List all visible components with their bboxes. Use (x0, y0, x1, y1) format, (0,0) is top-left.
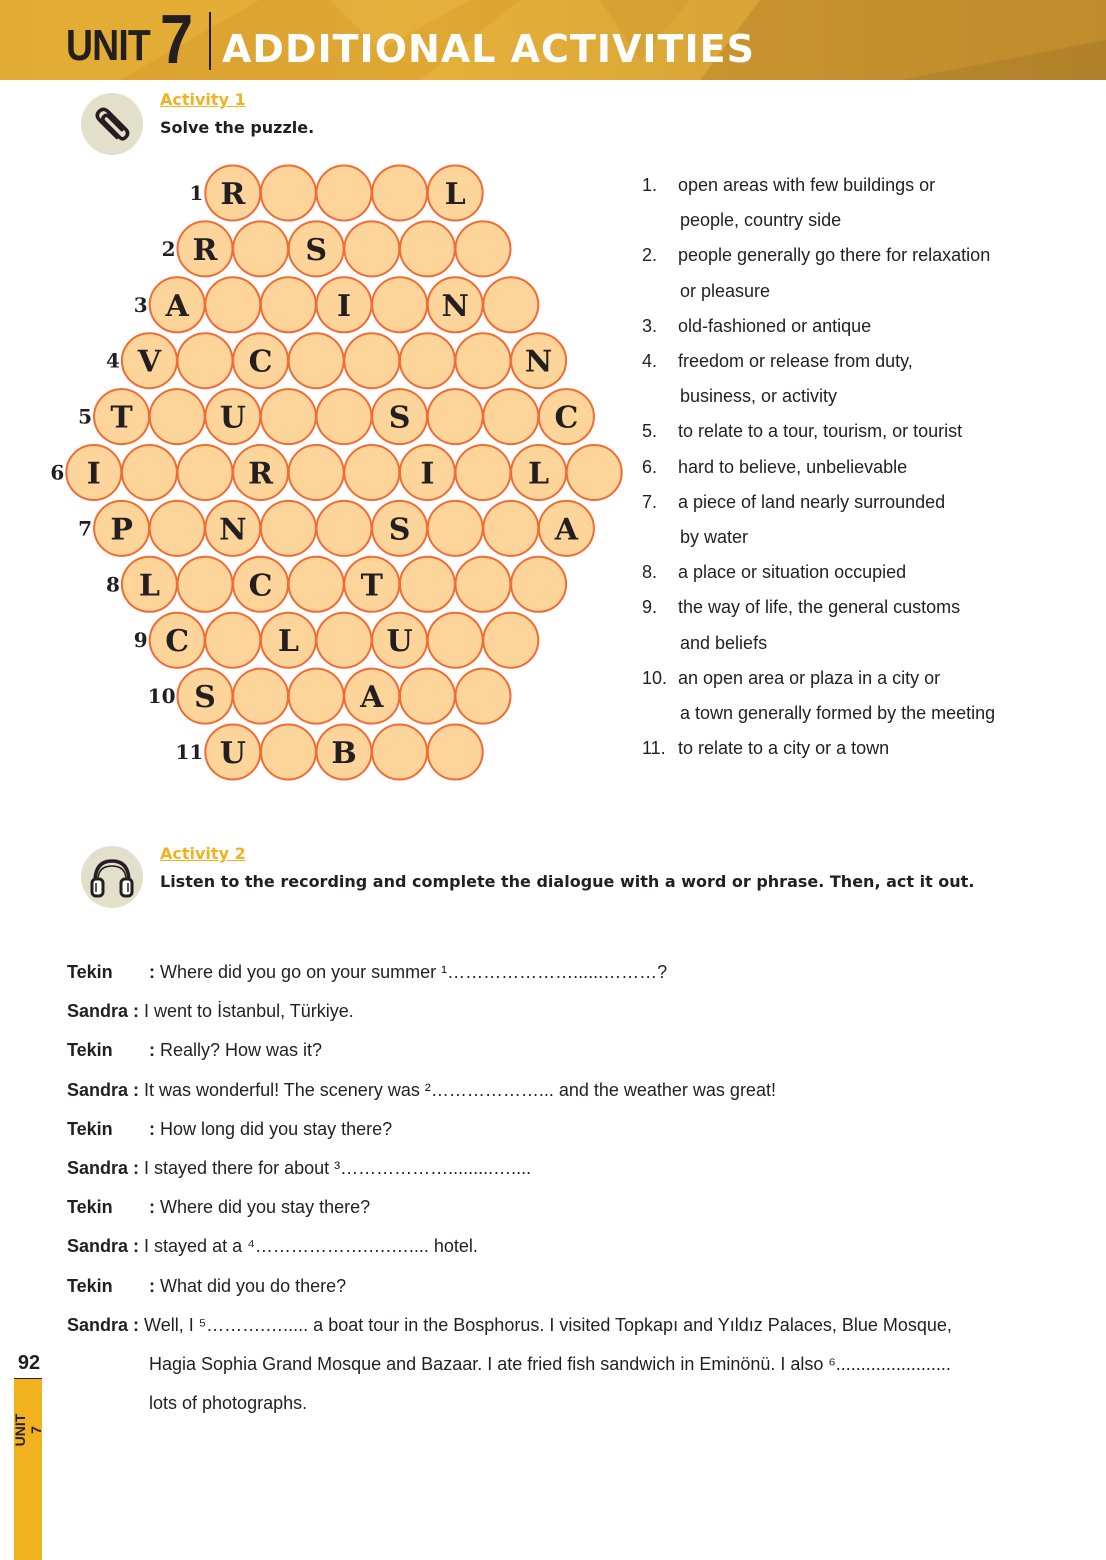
activity-1-label: Activity 1 (160, 90, 246, 109)
puzzle-cell[interactable] (261, 501, 316, 556)
puzzle-given-letter: I (86, 456, 101, 492)
puzzle-cell[interactable] (400, 557, 455, 612)
speaker-name: Tekin (67, 1275, 113, 1296)
puzzle-given-letter: C (248, 568, 273, 604)
speaker-name: Sandra (67, 1158, 129, 1179)
clue-text-continued: and beliefs (680, 632, 768, 653)
dialogue-text: Where did you stay there? (160, 1197, 371, 1218)
speaker-name: Tekin (67, 1118, 113, 1139)
clue-number: 1. (642, 175, 658, 195)
puzzle-cell[interactable] (400, 669, 455, 724)
header-divider (209, 12, 211, 70)
clue-number: 3. (642, 315, 658, 336)
clue-number: 9. (642, 597, 658, 618)
puzzle-cell[interactable] (372, 166, 427, 221)
dialogue-text: I stayed there for about ³……………….........….... (144, 1158, 532, 1179)
puzzle-cell[interactable] (428, 501, 483, 556)
speaker-name: Tekin (67, 1040, 113, 1061)
unit-number: 7 (160, 0, 194, 78)
puzzle-given-letter: C (165, 624, 190, 660)
puzzle-cell[interactable] (483, 389, 538, 444)
dialogue-continuation-line: lots of photographs. (149, 1393, 308, 1414)
puzzle-given-letter: I (336, 288, 352, 324)
puzzle-cell[interactable] (178, 333, 233, 388)
puzzle-cell[interactable] (344, 221, 399, 276)
clue-number: 6. (642, 456, 658, 477)
unit-side-tab (14, 1379, 42, 1560)
clue-number: 11. (642, 738, 666, 759)
puzzle-given-letter: A (165, 288, 189, 324)
dialogue (67, 953, 1067, 1423)
puzzle-given-letter: S (305, 232, 328, 268)
puzzle-cell[interactable] (150, 389, 205, 444)
page-number: 92 (17, 1352, 41, 1374)
clue-text-continued: business, or activity (680, 386, 838, 407)
clue-text: to relate to a tour, tourism, or tourist (678, 421, 963, 442)
clue-text: people generally go there for relaxation (678, 245, 991, 266)
puzzle-cell[interactable] (483, 501, 538, 556)
puzzle-given-letter: C (248, 344, 273, 380)
puzzle-cell[interactable] (428, 725, 483, 780)
puzzle-given-letter: R (248, 456, 274, 492)
speaker-name: Sandra (67, 1236, 129, 1257)
puzzle-cell[interactable] (456, 333, 511, 388)
dialogue-line: Sandra : It was wonderful! The scenery was ²………………... and the weather was great! (67, 1071, 1067, 1110)
puzzle-cell[interactable] (317, 166, 372, 221)
activity-1-instruction: Solve the puzzle. (160, 118, 315, 137)
puzzle-given-letter: T (360, 568, 383, 604)
puzzle-given-letter: U (219, 400, 246, 436)
puzzle-cell[interactable] (317, 613, 372, 668)
puzzle-cell[interactable] (289, 445, 344, 500)
clue-number: 8. (642, 562, 658, 583)
activity-2-label: Activity 2 (160, 844, 246, 863)
clue-item (642, 485, 1082, 555)
puzzle-given-letter: A (360, 680, 384, 716)
puzzle-cell[interactable] (344, 445, 399, 500)
clue-text-continued: people, country side (680, 210, 842, 231)
puzzle-row-number: 8 (105, 572, 120, 597)
clue-list (642, 168, 1082, 766)
clue-number: 2. (642, 245, 658, 266)
clue-item (642, 238, 1082, 308)
dialogue-text: I went to İstanbul, Türkiye. (144, 1001, 354, 1022)
puzzle-given-letter: S (388, 400, 411, 436)
puzzle-cell[interactable] (261, 166, 316, 221)
speaker-name: Tekin (67, 962, 113, 982)
puzzle-cell[interactable] (205, 277, 260, 332)
clue-item (642, 590, 1082, 660)
puzzle-cell[interactable] (456, 557, 511, 612)
speaker-name: Tekin (67, 1197, 113, 1218)
puzzle-row-number: 3 (133, 292, 148, 317)
puzzle-given-letter: T (110, 400, 133, 436)
puzzle-given-letter: N (219, 512, 247, 548)
puzzle-row-number: 6 (50, 460, 65, 485)
clue-text: a place or situation occupied (678, 562, 907, 583)
activity-2-instruction: Listen to the recording and complete the dialogue with a word or phrase. Then, act it out. (160, 872, 975, 891)
puzzle-row-number: 1 (189, 181, 204, 205)
puzzle-row-number: 11 (175, 740, 204, 764)
dialogue-text: I stayed at a ⁴……………….….….... hotel. (144, 1236, 478, 1257)
dialogue-text: Really? How was it? (160, 1040, 323, 1061)
puzzle-given-letter: S (194, 680, 216, 716)
dialogue-line: Sandra : I stayed there for about ³……………….........….... (67, 1149, 1067, 1188)
puzzle-given-letter: P (110, 512, 133, 548)
puzzle-cell[interactable] (372, 725, 427, 780)
puzzle-cell[interactable] (456, 669, 511, 724)
clue-text: to relate to a city or a town (678, 738, 890, 759)
dialogue-line: Sandra : I stayed at a ⁴……………….….….... hotel. (67, 1227, 1067, 1266)
puzzle-cell[interactable] (317, 389, 372, 444)
clue-text-continued: or pleasure (680, 280, 771, 301)
puzzle-given-letter: U (219, 736, 246, 771)
clue-text: freedom or release from duty, (678, 351, 913, 372)
puzzle-cell[interactable] (122, 445, 177, 500)
dialogue-text: Where did you go on your summer ¹…………………......………? (160, 962, 668, 982)
puzzle-row-number: 9 (133, 628, 148, 653)
clue-text: a piece of land nearly surrounded (678, 491, 946, 512)
clue-number: 5. (642, 421, 658, 442)
puzzle-given-letter: B (331, 736, 357, 771)
clue-item (642, 344, 1082, 414)
honeycomb-puzzle (0, 150, 640, 790)
clue-number: 10. (642, 667, 668, 688)
clue-text: hard to believe, unbelievable (678, 456, 908, 477)
unit-side-label: UNIT 7 (12, 1413, 44, 1447)
dialogue-text: It was wonderful! The scenery was ²………………... and the weather was great! (144, 1079, 776, 1100)
dialogue-line: Tekin : Really? How was it? (67, 1031, 1067, 1070)
clue-number: 4. (642, 351, 658, 372)
dialogue-line: Tekin : Where did you go on your summer ¹…………………......………? (67, 953, 1067, 992)
puzzle-row-number: 10 (147, 684, 176, 709)
puzzle-cell[interactable] (289, 333, 344, 388)
puzzle-given-letter: S (388, 512, 411, 548)
page-header (0, 0, 1106, 80)
puzzle-cell[interactable] (483, 277, 538, 332)
dialogue-line: Tekin : Where did you stay there? (67, 1188, 1067, 1227)
puzzle-cell[interactable] (456, 445, 511, 500)
clue-item (642, 168, 1082, 238)
puzzle-cell[interactable] (178, 445, 233, 500)
puzzle-cell[interactable] (344, 333, 399, 388)
speaker-name: Sandra (67, 1079, 129, 1100)
dialogue-text: What did you do there? (160, 1275, 347, 1296)
clue-number: 7. (642, 491, 658, 512)
puzzle-cell[interactable] (261, 277, 316, 332)
page-title: ADDITIONAL ACTIVITIES (222, 27, 755, 71)
unit-word: UNIT (66, 21, 150, 70)
puzzle-given-letter: L (138, 568, 160, 604)
puzzle-given-letter: R (192, 232, 218, 268)
clue-item (642, 450, 1082, 485)
puzzle-given-letter: L (277, 624, 299, 660)
clue-item (642, 414, 1082, 449)
puzzle-given-letter: C (554, 400, 579, 436)
dialogue-text: How long did you stay there? (160, 1118, 393, 1139)
puzzle-cell[interactable] (205, 613, 260, 668)
clue-text-continued: a town generally formed by the meeting (680, 703, 996, 724)
puzzle-given-letter: L (528, 456, 550, 492)
puzzle-cell[interactable] (483, 613, 538, 668)
puzzle-row-number: 2 (161, 236, 176, 261)
clue-item (642, 309, 1082, 344)
clue-item (642, 731, 1082, 766)
puzzle-cell[interactable] (289, 669, 344, 724)
dialogue-line: Sandra : I went to İstanbul, Türkiye. (67, 992, 1067, 1031)
puzzle-cell[interactable] (428, 389, 483, 444)
puzzle-cell[interactable] (511, 557, 566, 612)
puzzle-cell[interactable] (233, 669, 288, 724)
puzzle-cell[interactable] (178, 557, 233, 612)
clue-item (642, 555, 1082, 590)
puzzle-given-letter: I (420, 456, 435, 492)
dialogue-line: Tekin : How long did you stay there? (67, 1110, 1067, 1149)
dialogue-continuation-line: Hagia Sophia Grand Mosque and Bazaar. I ate fried fish sandwich in Eminönü. I also ⁶....................... (149, 1354, 951, 1375)
clue-text: an open area or plaza in a city or (678, 667, 941, 688)
puzzle-cell[interactable] (400, 221, 455, 276)
puzzle-cell[interactable] (372, 277, 427, 332)
puzzle-cell[interactable] (233, 221, 288, 276)
puzzle-given-letter: A (554, 512, 579, 548)
puzzle-given-letter: V (137, 344, 162, 380)
speaker-name: Sandra (67, 1314, 129, 1335)
puzzle-row-number: 5 (78, 404, 93, 429)
clue-text-continued: by water (680, 527, 749, 548)
puzzle-given-letter: U (386, 624, 413, 660)
puzzle-cell[interactable] (150, 501, 205, 556)
puzzle-row-number: 4 (105, 348, 120, 373)
puzzle-cell[interactable] (456, 221, 511, 276)
speaker-name: Sandra (67, 1001, 129, 1022)
puzzle-cell[interactable] (400, 333, 455, 388)
dialogue-line: Tekin : What did you do there? (67, 1267, 1067, 1306)
puzzle-cell[interactable] (317, 501, 372, 556)
clue-text: open areas with few buildings or (678, 175, 936, 195)
clue-text: the way of life, the general customs (678, 597, 961, 618)
dialogue-line: Sandra : Well, I ⁵……….…..... a boat tour in the Bosphorus. I visited Topkapı and Yıldız Palaces, Blue Mosque, (67, 1306, 1067, 1345)
puzzle-cell[interactable] (261, 725, 316, 780)
puzzle-given-letter: N (441, 288, 469, 324)
paperclip-icon (81, 93, 143, 155)
puzzle-cell[interactable] (289, 557, 344, 612)
puzzle-given-letter: R (220, 177, 246, 212)
puzzle-cell[interactable] (261, 389, 316, 444)
clue-text: old-fashioned or antique (678, 315, 872, 336)
puzzle-given-letter: L (444, 177, 466, 212)
puzzle-given-letter: N (524, 344, 553, 380)
clue-item (642, 661, 1082, 731)
puzzle-row-number: 7 (78, 516, 93, 541)
headphones-icon (81, 846, 143, 908)
dialogue-text: Well, I ⁵……….…..... a boat tour in the Bosphorus. I visited Topkapı and Yıldız Palaces, Blue Mosque, (144, 1314, 952, 1335)
puzzle-cell[interactable] (567, 445, 622, 500)
puzzle-cell[interactable] (428, 613, 483, 668)
